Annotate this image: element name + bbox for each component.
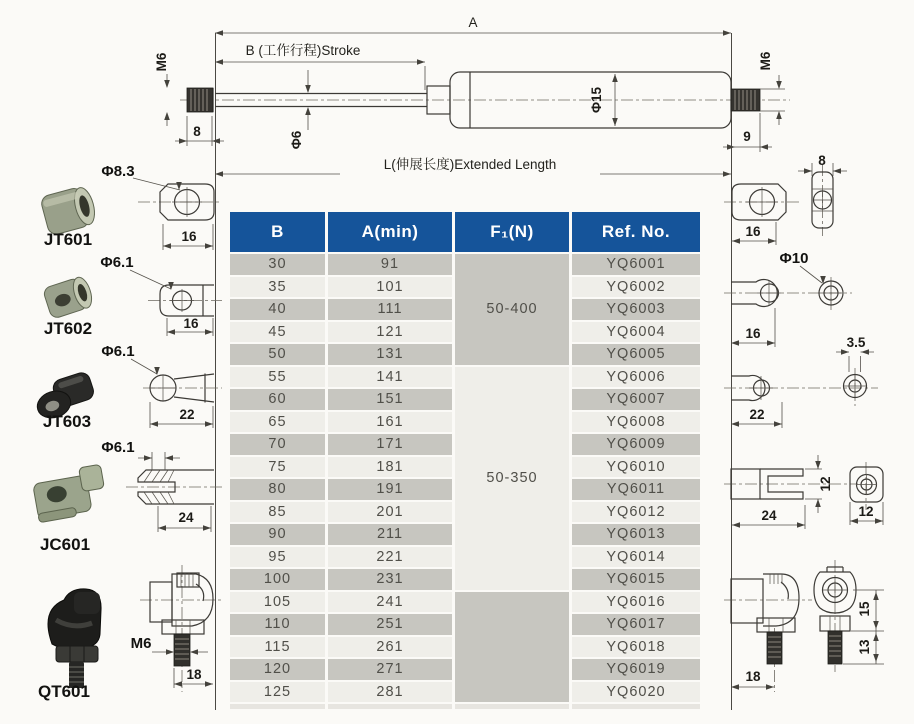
jt603-label: JT603 bbox=[42, 412, 92, 431]
eyelet3-width-dim: 22 bbox=[749, 407, 765, 422]
table-cell-b: 50 bbox=[230, 344, 325, 365]
qt601-photo bbox=[48, 589, 101, 688]
gas-spring-drawing bbox=[154, 15, 790, 174]
extended-length-label: L(伸展长度)Extended Length bbox=[383, 157, 557, 172]
table-cell-b: 30 bbox=[230, 254, 325, 275]
right-balljoint bbox=[724, 560, 884, 692]
table-cell-ref: YQ6005 bbox=[572, 344, 700, 365]
table-cell-a: 111 bbox=[328, 299, 452, 320]
jc601-label: JC601 bbox=[39, 535, 91, 554]
table-cell-b: 80 bbox=[230, 479, 325, 500]
qt601-thread-label: M6 bbox=[130, 635, 152, 652]
table-cell-ref: YQ6002 bbox=[572, 277, 700, 298]
right-fittings bbox=[724, 153, 884, 692]
table-cell-a: 101 bbox=[328, 277, 452, 298]
table-cell-b: 95 bbox=[230, 547, 325, 568]
table-cell-a: 191 bbox=[328, 479, 452, 500]
table-cell-a: 251 bbox=[328, 614, 452, 635]
table-cell-a: 211 bbox=[328, 524, 452, 545]
table-cell-ref: YQ6010 bbox=[572, 457, 700, 478]
table-cell-b: 110 bbox=[230, 614, 325, 635]
table-cell-ref: YQ6001 bbox=[572, 254, 700, 275]
m6-right-label: M6 bbox=[758, 51, 773, 71]
eyelet3-side-dim: 3.5 bbox=[846, 335, 866, 350]
jt603-width-dim: 22 bbox=[179, 407, 195, 422]
qt601-width-dim: 18 bbox=[186, 667, 202, 682]
table-cell-a: 231 bbox=[328, 569, 452, 590]
balljoint-lower-dim: 13 bbox=[857, 639, 872, 655]
table-cell-a: 221 bbox=[328, 547, 452, 568]
header-f1n: F₁(N) bbox=[455, 212, 569, 252]
table-cell-b: 60 bbox=[230, 389, 325, 410]
table-cell-b: 100 bbox=[230, 569, 325, 590]
m6-left-label: M6 bbox=[154, 52, 169, 72]
header-b: B bbox=[230, 212, 325, 252]
table-cell-a: 141 bbox=[328, 367, 452, 388]
jt602-label: JT602 bbox=[43, 319, 93, 338]
table-cell-ref: YQ6013 bbox=[572, 524, 700, 545]
jt602-photo bbox=[42, 275, 95, 319]
table-cell-b: 55 bbox=[230, 367, 325, 388]
fitting-jt603 bbox=[31, 343, 222, 431]
table-cell-f1-group-0: 50-400 bbox=[455, 254, 569, 365]
eyelet1-side-dim: 8 bbox=[818, 153, 826, 168]
thread-right-dim: 9 bbox=[743, 129, 751, 144]
header-ref-no: Ref. No. bbox=[572, 212, 700, 252]
table-cell-b: 75 bbox=[230, 457, 325, 478]
table-cell-f1-group-2 bbox=[455, 592, 569, 703]
table-row-partial bbox=[455, 704, 569, 709]
right-eyelet2 bbox=[724, 250, 852, 347]
body-diameter-label: Φ15 bbox=[589, 86, 604, 114]
table-cell-ref: YQ6012 bbox=[572, 502, 700, 523]
jc601-dia-label: Φ6.1 bbox=[101, 439, 135, 456]
table-cell-a: 171 bbox=[328, 434, 452, 455]
table-cell-ref: YQ6017 bbox=[572, 614, 700, 635]
right-eyelet3 bbox=[724, 335, 878, 428]
jt601-photo bbox=[40, 184, 99, 236]
right-eyelet1 bbox=[731, 153, 847, 245]
jt601-width-dim: 16 bbox=[181, 229, 197, 244]
table-cell-ref: YQ6004 bbox=[572, 322, 700, 343]
table-cell-b: 90 bbox=[230, 524, 325, 545]
table-cell-b: 125 bbox=[230, 682, 325, 703]
table-cell-a: 151 bbox=[328, 389, 452, 410]
table-cell-ref: YQ6009 bbox=[572, 434, 700, 455]
balljoint-offset-dim: 18 bbox=[745, 669, 761, 684]
rod-diameter-label: Φ6 bbox=[289, 130, 304, 150]
jt601-label: JT601 bbox=[43, 230, 93, 249]
table-cell-ref: YQ6020 bbox=[572, 682, 700, 703]
table-cell-b: 35 bbox=[230, 277, 325, 298]
table-cell-a: 181 bbox=[328, 457, 452, 478]
jt602-width-dim: 16 bbox=[183, 316, 199, 331]
clevis-height-dim: 12 bbox=[818, 476, 833, 492]
table-cell-a: 261 bbox=[328, 637, 452, 658]
stroke-label: B (工作行程)Stroke bbox=[245, 43, 361, 58]
table-cell-a: 281 bbox=[328, 682, 452, 703]
table-cell-a: 161 bbox=[328, 412, 452, 433]
fitting-qt601 bbox=[38, 565, 222, 701]
table-cell-b: 65 bbox=[230, 412, 325, 433]
table-cell-f1-group-1: 50-350 bbox=[455, 367, 569, 590]
jc601-width-dim: 24 bbox=[178, 510, 194, 525]
table-cell-b: 105 bbox=[230, 592, 325, 613]
spec-table bbox=[230, 212, 700, 709]
table-row-partial bbox=[230, 704, 325, 709]
table-cell-b: 70 bbox=[230, 434, 325, 455]
eyelet2-width-dim: 16 bbox=[745, 326, 761, 341]
table-row-partial bbox=[328, 704, 452, 709]
table-cell-b: 120 bbox=[230, 659, 325, 680]
table-cell-ref: YQ6003 bbox=[572, 299, 700, 320]
table-cell-ref: YQ6007 bbox=[572, 389, 700, 410]
clevis-width-dim: 12 bbox=[858, 504, 874, 519]
table-cell-a: 91 bbox=[328, 254, 452, 275]
header-a-min: A(min) bbox=[328, 212, 452, 252]
dim-a-label: A bbox=[468, 15, 478, 30]
table-cell-ref: YQ6006 bbox=[572, 367, 700, 388]
table-cell-ref: YQ6014 bbox=[572, 547, 700, 568]
jt601-dia-label: Φ8.3 bbox=[101, 163, 135, 180]
table-cell-ref: YQ6015 bbox=[572, 569, 700, 590]
table-cell-b: 40 bbox=[230, 299, 325, 320]
right-clevis bbox=[724, 455, 883, 529]
eyelet1-width-dim: 16 bbox=[745, 224, 761, 239]
jt603-dia-label: Φ6.1 bbox=[101, 343, 135, 360]
table-cell-ref: YQ6008 bbox=[572, 412, 700, 433]
jt602-dia-label: Φ6.1 bbox=[100, 254, 134, 271]
table-cell-ref: YQ6016 bbox=[572, 592, 700, 613]
table-cell-b: 115 bbox=[230, 637, 325, 658]
fitting-jc601 bbox=[31, 439, 222, 554]
spec-table-grid bbox=[230, 212, 700, 709]
thread-left-dim: 8 bbox=[193, 124, 201, 139]
table-cell-ref: YQ6018 bbox=[572, 637, 700, 658]
eyelet2-dia-label: Φ10 bbox=[779, 250, 809, 267]
table-cell-b: 45 bbox=[230, 322, 325, 343]
table-cell-ref: YQ6011 bbox=[572, 479, 700, 500]
jc601-photo bbox=[31, 464, 108, 522]
balljoint-upper-dim: 15 bbox=[857, 601, 872, 617]
table-cell-a: 121 bbox=[328, 322, 452, 343]
fitting-jt602 bbox=[42, 254, 222, 338]
table-cell-b: 85 bbox=[230, 502, 325, 523]
left-fittings bbox=[31, 163, 222, 701]
table-cell-a: 201 bbox=[328, 502, 452, 523]
table-row-partial bbox=[572, 704, 700, 709]
qt601-label: QT601 bbox=[38, 682, 90, 701]
table-cell-ref: YQ6019 bbox=[572, 659, 700, 680]
clevis-length-dim: 24 bbox=[761, 508, 777, 523]
table-cell-a: 271 bbox=[328, 659, 452, 680]
table-cell-a: 241 bbox=[328, 592, 452, 613]
table-cell-a: 131 bbox=[328, 344, 452, 365]
